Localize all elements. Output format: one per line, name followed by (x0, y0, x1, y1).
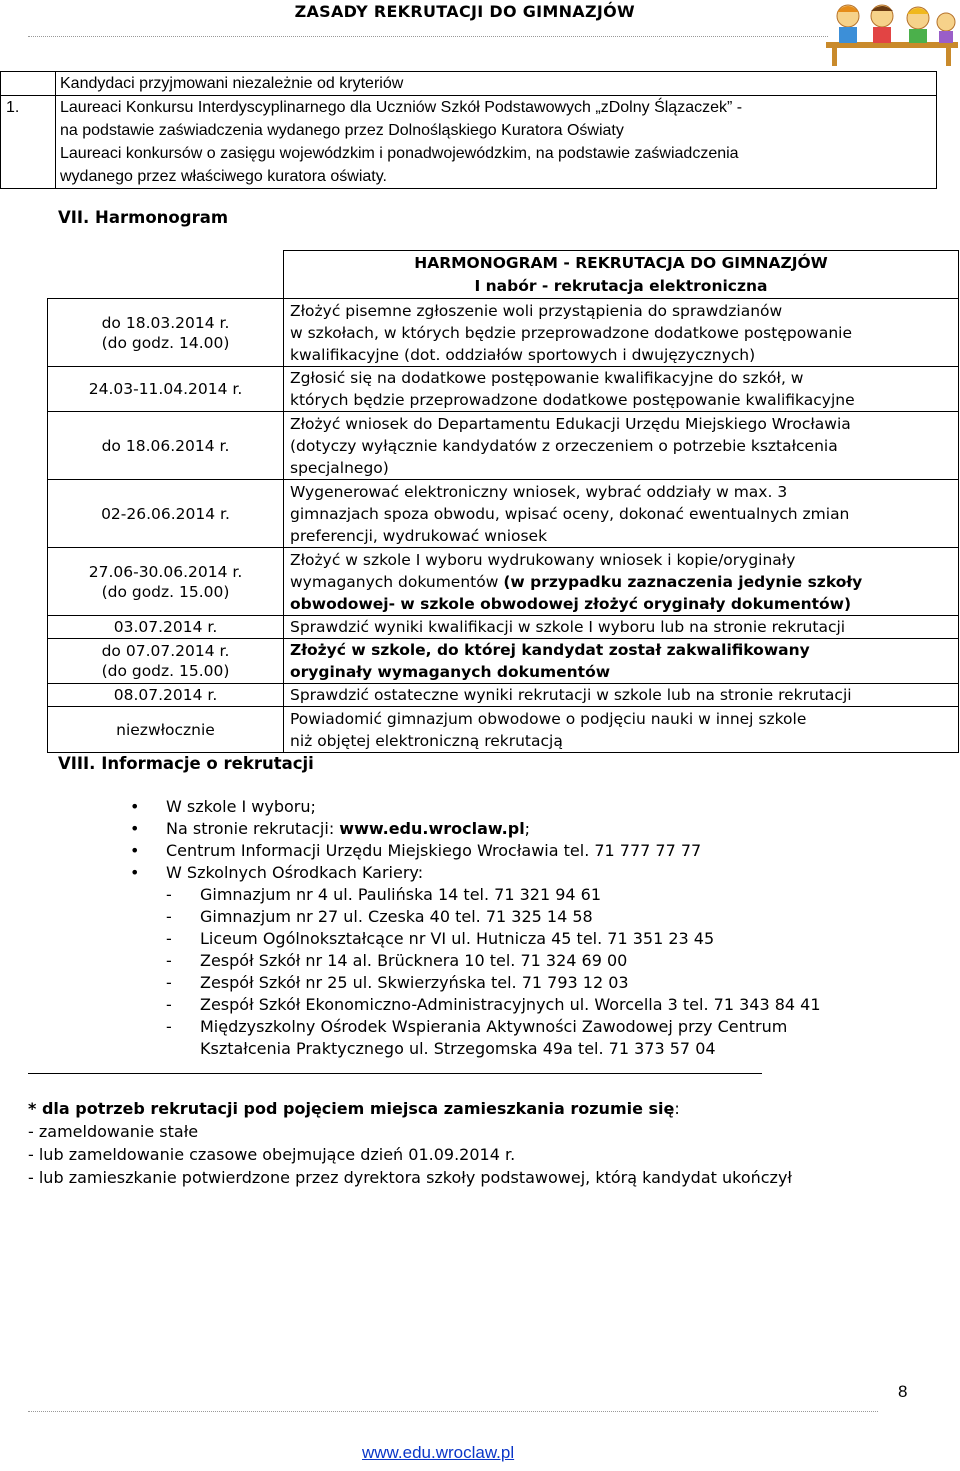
schedule-date (48, 684, 284, 707)
text-line: wydanego przez właściwego kuratora oświaty. (60, 168, 387, 185)
action-line (290, 571, 954, 593)
action-emphasis: Złożyć w szkole, do której kandydat został zakwalifikowany (290, 641, 810, 659)
schedule-action (284, 684, 959, 707)
list-item (130, 840, 821, 862)
schedule-title (284, 251, 959, 299)
sub-list-item (166, 950, 821, 972)
schedule-row (48, 684, 959, 707)
bullet-icon: • (130, 819, 140, 838)
table-cell-empty (48, 251, 284, 299)
action-line: Złożyć w szkole I wyboru wydrukowany wniosek i kopie/oryginały (290, 550, 796, 569)
schedule-subtitle: I nabór - rekrutacja elektroniczna (474, 277, 768, 295)
action-line: Sprawdzić ostateczne wyniki rekrutacji w szkole lub na stronie rekrutacji (290, 686, 852, 704)
dash-marker: - (166, 1017, 172, 1036)
date-line: 27.06-30.06.2014 r. (88, 562, 243, 581)
schedule-row (48, 299, 959, 367)
action-line: Zgłosić się na dodatkowe postępowanie kwalifikacyjne do szkół, w (290, 369, 804, 387)
schedule-action (284, 616, 959, 639)
bullet-icon: • (130, 863, 140, 882)
section-heading-informacje: VIII. Informacje o rekrutacji (58, 754, 314, 773)
action-line (290, 593, 954, 615)
sub-list-item (166, 906, 821, 928)
date-line: do 18.06.2014 r. (101, 436, 230, 455)
text-line: Laureaci konkursów o zasięgu wojewódzkim i ponadwojewódzkim, na podstawie zaświadczenia (60, 145, 739, 162)
schedule-date (48, 639, 284, 684)
sub-list-text: Zespół Szkół nr 25 ul. Skwierzyńska tel. 71 793 12 03 (200, 973, 629, 992)
list-item-text: W szkole I wyboru; (166, 797, 316, 816)
schedule-action (284, 639, 959, 684)
list-item-text: Centrum Informacji Urzędu Miejskiego Wrocławia tel. 71 777 77 77 (166, 841, 702, 860)
action-line: niż objętej elektroniczną rekrutacją (290, 731, 563, 750)
dash-marker: - (166, 995, 172, 1014)
footnote (28, 1097, 792, 1189)
children-logo-icon (826, 2, 958, 68)
page-header-title: ZASADY REKRUTACJI DO GIMNAZJÓW (294, 2, 635, 21)
schedule-action (284, 707, 959, 753)
dash-marker: - (166, 885, 172, 904)
bullet-icon: • (130, 797, 140, 816)
schedule-date (48, 707, 284, 753)
sub-list-item (166, 972, 821, 994)
sub-list-item (166, 1016, 821, 1038)
footnote-colon: : (674, 1099, 680, 1118)
action-emphasis: oryginały wymaganych dokumentów (290, 663, 611, 681)
sub-list-text: Gimnazjum nr 27 ul. Czeska 40 tel. 71 325 14 58 (200, 907, 593, 926)
schedule-table (47, 250, 959, 753)
date-line: 24.03-11.04.2014 r. (88, 380, 243, 398)
schedule-row (48, 548, 959, 616)
footnote-line: - lub zameldowanie czasowe obejmujące dzień 01.09.2014 r. (28, 1145, 516, 1164)
schedule-action (284, 548, 959, 616)
table-cell-empty (1, 72, 56, 96)
sub-list-item (166, 884, 821, 906)
sub-list-text: Gimnazjum nr 4 ul. Paulińska 14 tel. 71 321 94 61 (200, 885, 602, 904)
action-line: Złożyć pisemne zgłoszenie woli przystąpienia do sprawdzianów (290, 301, 783, 320)
schedule-row (48, 616, 959, 639)
date-line: (do godz. 15.00) (101, 662, 230, 680)
sub-list-text: Zespół Szkół Ekonomiczno-Administracyjnych ul. Worcella 3 tel. 71 343 84 41 (200, 995, 821, 1014)
schedule-action (284, 412, 959, 480)
date-line: do 18.03.2014 r. (101, 313, 230, 332)
list-item (130, 818, 821, 840)
schedule-action (284, 299, 959, 367)
date-line: 08.07.2014 r. (113, 686, 218, 704)
action-line: kwalifikacyjne (dot. oddziałów sportowych i dwujęzycznych) (290, 345, 756, 364)
action-line: gimnazjach spoza obwodu, wpisać oceny, dokonać ewentualnych zmian (290, 504, 850, 523)
footnote-line: - zameldowanie stałe (28, 1122, 199, 1141)
footnote-heading: * dla potrzeb rekrutacji pod pojęciem miejsca zamieszkania rozumie się (28, 1099, 675, 1118)
action-line: (dotyczy wyłącznie kandydatów z orzeczeniem o potrzebie kształcenia (290, 436, 838, 455)
sub-list-item (166, 1038, 821, 1060)
bullet-icon: • (130, 841, 140, 860)
schedule-row (48, 639, 959, 684)
action-text: wymaganych dokumentów (290, 572, 504, 591)
list-item (130, 796, 821, 818)
date-line: (do godz. 15.00) (101, 582, 230, 601)
text-line: na podstawie zaświadczenia wydanego przez Dolnośląskiego Kuratora Oświaty (60, 122, 624, 139)
date-line: 03.07.2014 r. (113, 618, 218, 636)
schedule-date (48, 480, 284, 548)
action-line: Powiadomić gimnazjum obwodowe o podjęciu nauki w innej szkole (290, 709, 807, 728)
footnote-line: - lub zamieszkanie potwierdzone przez dyrektora szkoły podstawowej, którą kandydat ukończył (28, 1168, 792, 1187)
sub-list-item (166, 928, 821, 950)
list-item-text: Na stronie rekrutacji: (166, 819, 340, 838)
action-line: preferencji, wydrukować wniosek (290, 526, 548, 545)
date-line: niezwłocznie (116, 720, 215, 739)
schedule-date (48, 548, 284, 616)
sub-list-text: Międzyszkolny Ośrodek Wspierania Aktywności Zawodowej przy Centrum (200, 1017, 788, 1036)
sub-list-item (166, 994, 821, 1016)
schedule-date (48, 299, 284, 367)
career-centers-list (166, 884, 821, 1060)
schedule-row (48, 412, 959, 480)
candidates-table (0, 71, 937, 189)
sub-list-text: Zespół Szkół nr 14 al. Brücknera 10 tel. 71 324 69 00 (200, 951, 628, 970)
candidates-description (56, 96, 937, 189)
list-item-text: ; (524, 819, 531, 838)
dash-marker: - (166, 907, 172, 926)
footer-website-link[interactable]: www.edu.wroclaw.pl (362, 1443, 515, 1462)
dash-marker: - (166, 951, 172, 970)
list-item-text: W Szkolnych Ośrodkach Kariery: (166, 863, 424, 882)
action-line: Złożyć wniosek do Departamentu Edukacji Urzędu Miejskiego Wrocławia (290, 414, 851, 433)
schedule-action (284, 367, 959, 412)
action-line (290, 661, 954, 683)
action-line: Wygenerować elektroniczny wniosek, wybrać oddziały w max. 3 (290, 482, 788, 501)
schedule-row (48, 480, 959, 548)
schedule-date (48, 616, 284, 639)
footnote-heading-line (28, 1097, 792, 1120)
schedule-row (48, 367, 959, 412)
text-line: Laureaci Konkursu Interdyscyplinarnego dla Uczniów Szkół Podstawowych „zDolny Ślązaczek” - (60, 99, 743, 116)
dash-marker: - (166, 973, 172, 992)
sub-list-text: Liceum Ogólnokształcące nr VI ul. Hutnicza 45 tel. 71 351 23 45 (200, 929, 715, 948)
action-line (290, 639, 954, 661)
action-line: których będzie przeprowadzone dodatkowe postępowanie kwalifikacyjne (290, 391, 855, 409)
date-line: do 07.07.2014 r. (101, 642, 230, 660)
page-number: 8 (898, 1382, 908, 1401)
action-emphasis: (w przypadku zaznaczenia jedynie szkoły (503, 572, 863, 591)
schedule-date (48, 412, 284, 480)
schedule-row (48, 707, 959, 753)
list-item (130, 862, 821, 1060)
action-line: Sprawdzić wyniki kwalifikacji w szkole I wyboru lub na stronie rekrutacji (290, 618, 846, 636)
action-line: specjalnego) (290, 458, 389, 477)
schedule-title-line: HARMONOGRAM - REKRUTACJA DO GIMNAZJÓW (414, 254, 828, 272)
sub-list-text: Kształcenia Praktycznego ul. Strzegomska 49a tel. 71 373 57 04 (200, 1039, 716, 1058)
website-link[interactable]: www.edu.wroclaw.pl (339, 819, 525, 838)
footnote-divider (28, 1073, 762, 1074)
info-list (130, 796, 821, 1060)
date-line: (do godz. 14.00) (101, 333, 230, 352)
row-number: 1. (1, 96, 56, 189)
action-emphasis: obwodowej- w szkole obwodowej złożyć oryginały dokumentów) (290, 594, 852, 613)
date-line: 02-26.06.2014 r. (101, 504, 230, 523)
header-divider (28, 36, 828, 37)
action-line: w szkołach, w których będzie przeprowadzone dodatkowe postępowanie (290, 323, 853, 342)
footer-divider (28, 1411, 878, 1412)
schedule-action (284, 480, 959, 548)
dash-marker: - (166, 929, 172, 948)
candidates-heading: Kandydaci przyjmowani niezależnie od kryteriów (56, 72, 937, 96)
section-heading-harmonogram: VII. Harmonogram (58, 208, 229, 227)
schedule-date (48, 367, 284, 412)
